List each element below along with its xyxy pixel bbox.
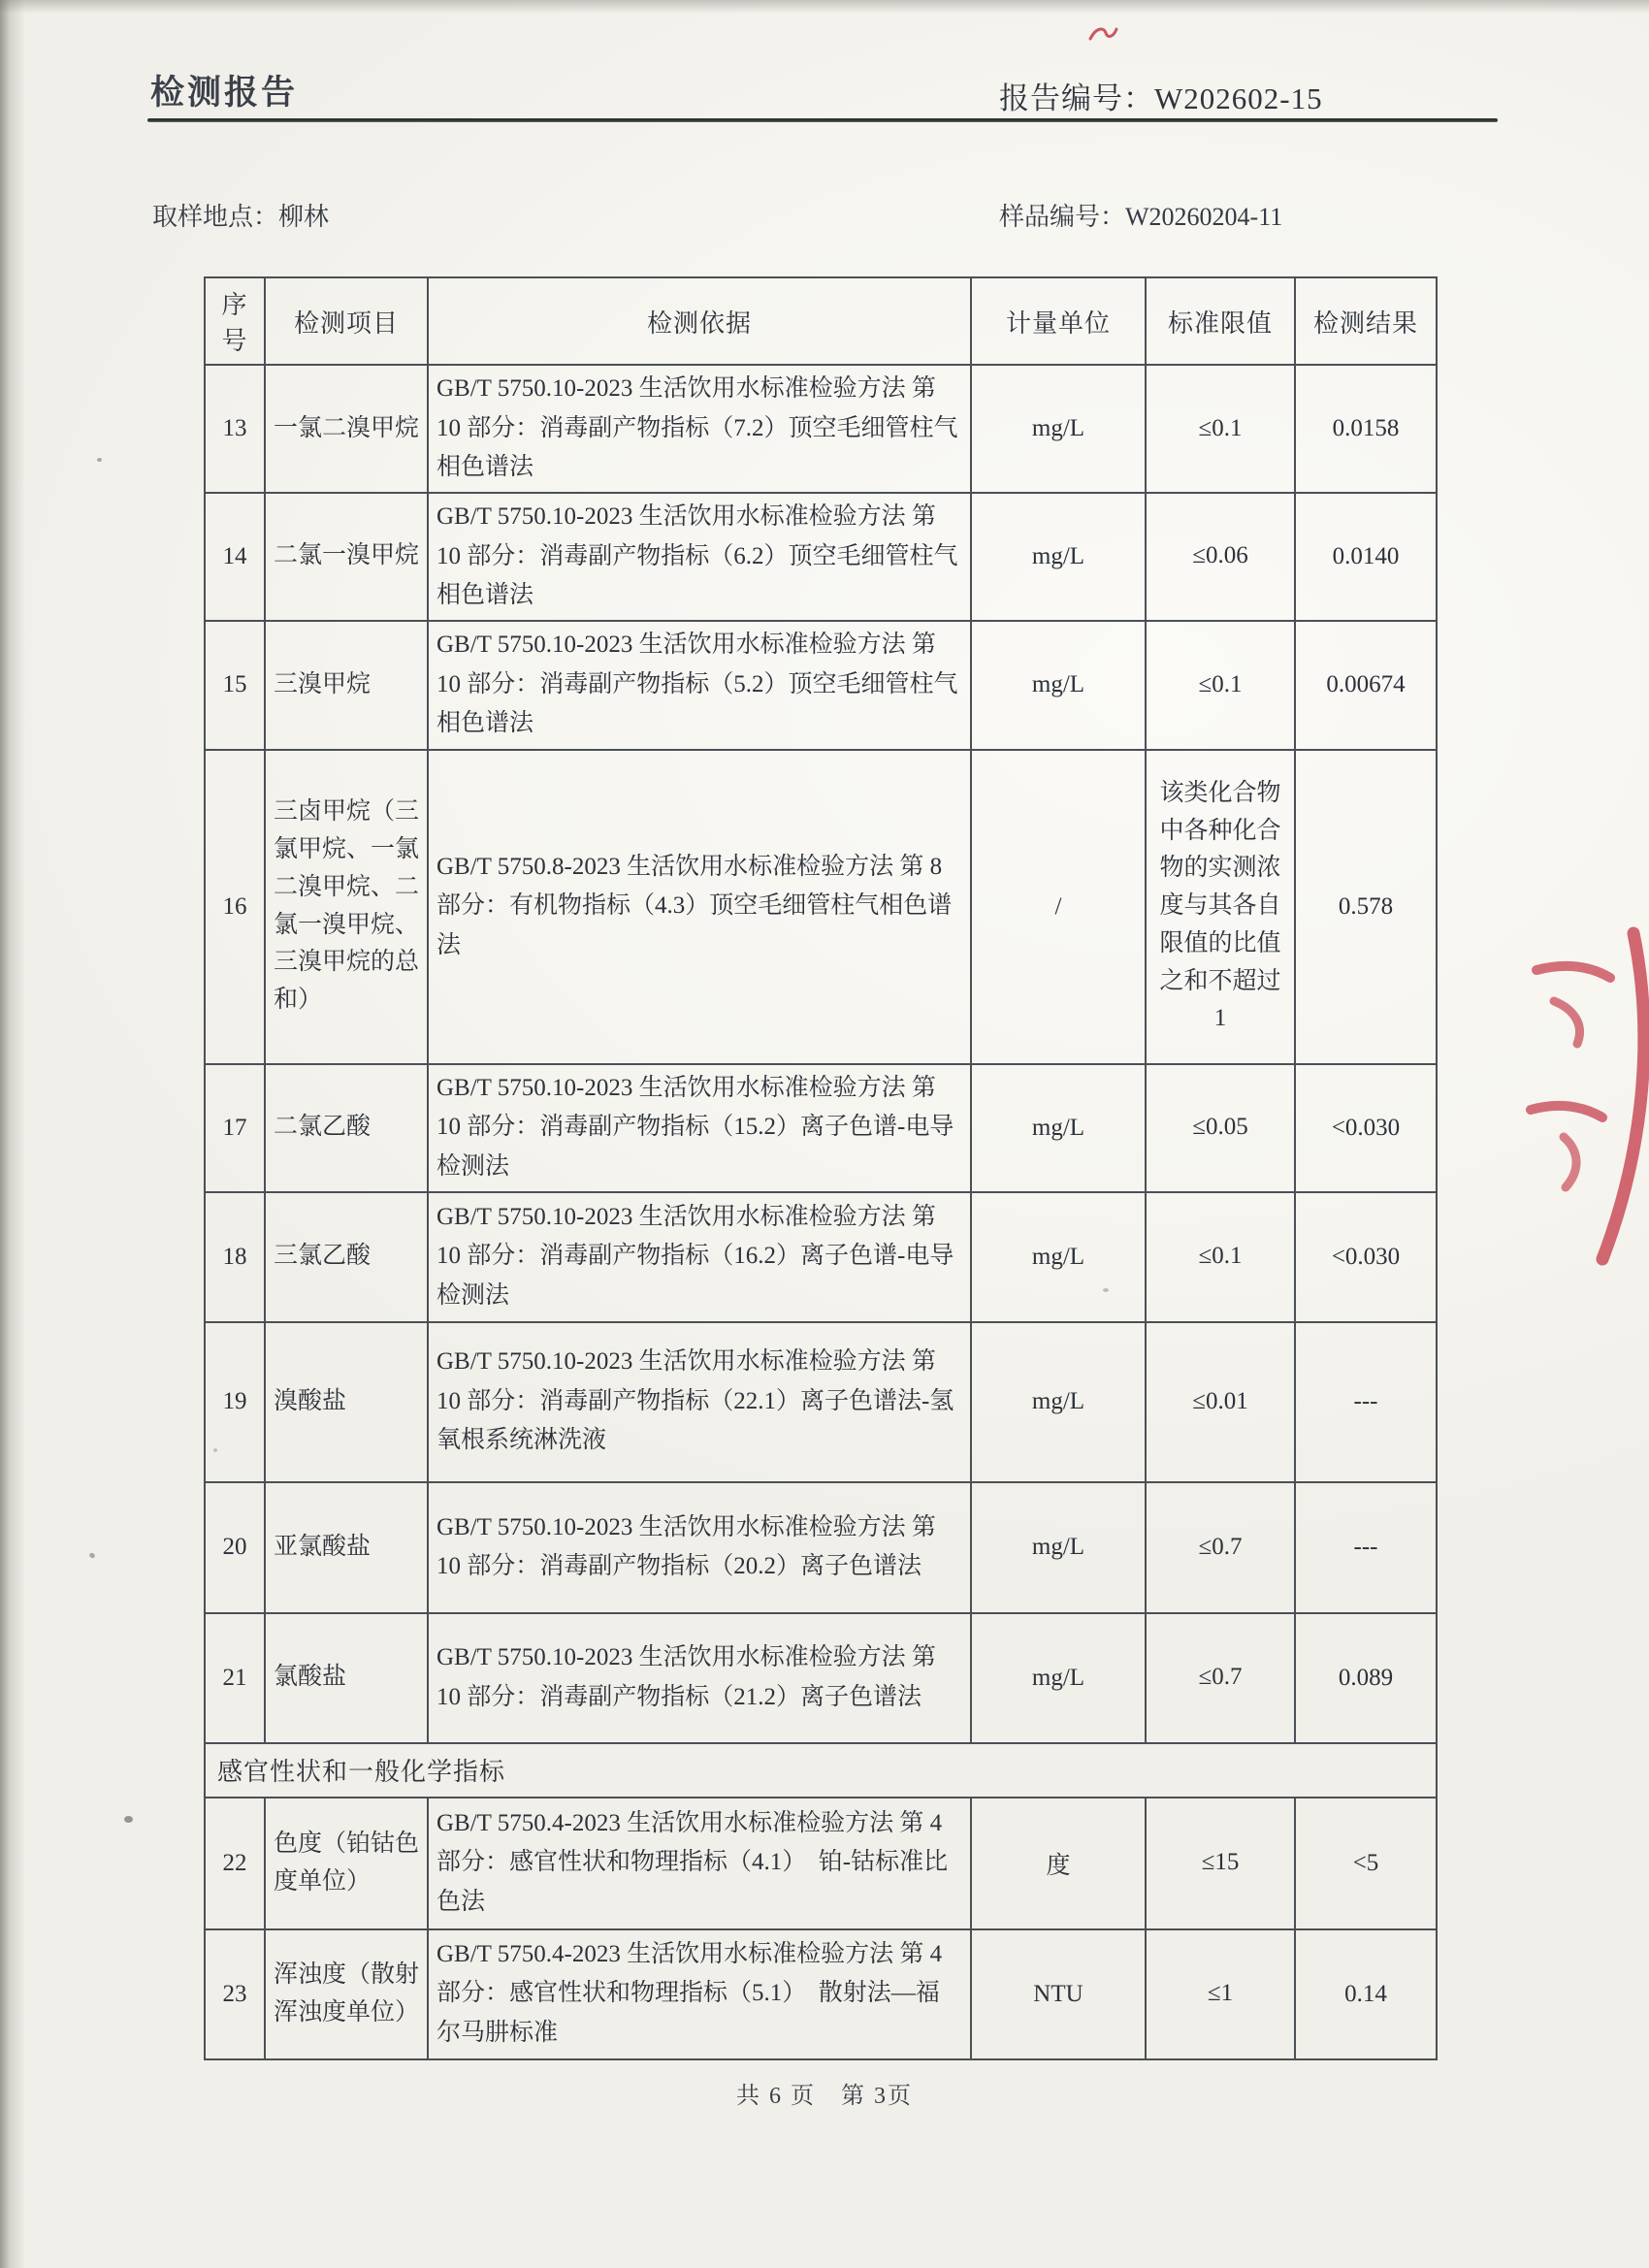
table-row: [205, 1613, 1437, 1743]
header-cell-limit: 标准限值: [1146, 277, 1295, 365]
unit-cell: mg/L: [971, 1613, 1146, 1743]
test-item-cell: 色度（铂钴色度单位）: [265, 1798, 428, 1929]
results-table: [204, 276, 1438, 2060]
row-number-cell: 19: [205, 1322, 265, 1482]
header-cell-no: 序号: [205, 277, 265, 365]
test-method-cell: GB/T 5750.10-2023 生活饮用水标准检验方法 第 10 部分：消毒副产物指标（5.2）顶空毛细管柱气相色谱法: [428, 621, 971, 750]
table-row: [205, 365, 1437, 493]
header-cell-unit: 计量单位: [971, 277, 1146, 365]
test-item-cell: 二氯乙酸: [265, 1064, 428, 1192]
limit-cell: ≤15: [1146, 1798, 1295, 1929]
test-method-cell: GB/T 5750.10-2023 生活饮用水标准检验方法 第 10 部分：消毒副产物指标（20.2）离子色谱法: [428, 1482, 971, 1613]
row-number-cell: 21: [205, 1613, 265, 1743]
result-cell: 0.14: [1295, 1929, 1437, 2059]
header-cell-result: 检测结果: [1295, 277, 1437, 365]
scan-speck: [97, 458, 102, 462]
test-item-cell: 溴酸盐: [265, 1322, 428, 1482]
result-cell: <0.030: [1295, 1192, 1437, 1322]
table-header: [205, 277, 1437, 365]
table-row: [205, 1482, 1437, 1613]
section-label-cell: 感官性状和一般化学指标: [205, 1743, 1437, 1798]
test-method-cell: GB/T 5750.10-2023 生活饮用水标准检验方法 第 10 部分：消毒副产物指标（15.2）离子色谱-电导检测法: [428, 1064, 971, 1192]
result-cell: 0.578: [1295, 750, 1437, 1064]
header-cell-item: 检测项目: [265, 277, 428, 365]
limit-cell: ≤0.01: [1146, 1322, 1295, 1482]
unit-cell: mg/L: [971, 493, 1146, 621]
table-row: [205, 1322, 1437, 1482]
table-row: [205, 493, 1437, 621]
test-method-cell: GB/T 5750.10-2023 生活饮用水标准检验方法 第 10 部分：消毒副产物指标（22.1）离子色谱法-氢氧根系统淋洗液: [428, 1322, 971, 1482]
table-row: [205, 1929, 1437, 2059]
row-number-cell: 15: [205, 621, 265, 750]
result-cell: <5: [1295, 1798, 1437, 1929]
table-body: [205, 365, 1437, 2059]
limit-cell: ≤0.1: [1146, 365, 1295, 493]
unit-cell: 度: [971, 1798, 1146, 1929]
test-method-cell: GB/T 5750.10-2023 生活饮用水标准检验方法 第 10 部分：消毒副产物指标（7.2）顶空毛细管柱气相色谱法: [428, 365, 971, 493]
table-row: [205, 750, 1437, 1064]
header-cell-method: 检测依据: [428, 277, 971, 365]
test-item-cell: 三氯乙酸: [265, 1192, 428, 1322]
test-method-cell: GB/T 5750.10-2023 生活饮用水标准检验方法 第 10 部分：消毒副产物指标（16.2）离子色谱-电导检测法: [428, 1192, 971, 1322]
result-cell: <0.030: [1295, 1064, 1437, 1192]
test-method-cell: GB/T 5750.4-2023 生活饮用水标准检验方法 第 4 部分：感官性状和物理指标（5.1） 散射法—福尔马肼标准: [428, 1929, 971, 2059]
result-cell: 0.0158: [1295, 365, 1437, 493]
unit-cell: mg/L: [971, 1192, 1146, 1322]
result-cell: ---: [1295, 1322, 1437, 1482]
row-number-cell: 13: [205, 365, 265, 493]
result-cell: 0.00674: [1295, 621, 1437, 750]
page-footer: 共 6 页 第 3页: [736, 2084, 913, 2109]
test-item-cell: 亚氯酸盐: [265, 1482, 428, 1613]
limit-cell: ≤0.7: [1146, 1482, 1295, 1613]
table-row: [205, 1192, 1437, 1322]
unit-cell: mg/L: [971, 1322, 1146, 1482]
row-number-cell: 17: [205, 1064, 265, 1192]
unit-cell: mg/L: [971, 621, 1146, 750]
limit-cell: 该类化合物中各种化合物的实测浓度与其各自限值的比值之和不超过1: [1146, 750, 1295, 1064]
unit-cell: mg/L: [971, 1482, 1146, 1613]
table-row: [205, 1798, 1437, 1929]
row-number-cell: 20: [205, 1482, 265, 1613]
sampling-location-value: 柳林: [278, 203, 330, 231]
test-item-cell: 浑浊度（散射浑浊度单位）: [265, 1929, 428, 2059]
test-method-cell: GB/T 5750.4-2023 生活饮用水标准检验方法 第 4 部分：感官性状和物理指标（4.1） 铂-钴标准比色法: [428, 1798, 971, 1929]
row-number-cell: 23: [205, 1929, 265, 2059]
unit-cell: mg/L: [971, 365, 1146, 493]
scan-speck: [88, 1552, 96, 1559]
row-number-cell: 16: [205, 750, 265, 1064]
test-item-cell: 三卤甲烷（三氯甲烷、一氯二溴甲烷、二氯一溴甲烷、三溴甲烷的总和）: [265, 750, 428, 1064]
report-number-value: W202602-15: [1154, 81, 1323, 115]
table-row: [205, 1064, 1437, 1192]
header-divider: [147, 118, 1498, 122]
test-item-cell: 二氯一溴甲烷: [265, 493, 428, 621]
table-row: [205, 621, 1437, 750]
red-stamp-fragment-icon: [1509, 920, 1649, 1269]
sample-number-label: 样品编号：: [999, 203, 1126, 231]
sample-number-value: W20260204-11: [1125, 203, 1283, 231]
sampling-location: [152, 197, 329, 233]
limit-cell: ≤0.06: [1146, 493, 1295, 621]
limit-cell: ≤0.1: [1146, 621, 1295, 750]
row-number-cell: 22: [205, 1798, 265, 1929]
red-pen-mark-icon: [1086, 21, 1119, 47]
limit-cell: ≤0.05: [1146, 1064, 1295, 1192]
limit-cell: ≤0.1: [1146, 1192, 1295, 1322]
test-method-cell: GB/T 5750.8-2023 生活饮用水标准检验方法 第 8 部分：有机物指标（4.3）顶空毛细管柱气相色谱法: [428, 750, 971, 1064]
result-cell: 0.0140: [1295, 493, 1437, 621]
page-title: 检测报告: [150, 74, 299, 112]
limit-cell: ≤0.7: [1146, 1613, 1295, 1743]
table-header-row: [205, 277, 1437, 365]
test-method-cell: GB/T 5750.10-2023 生活饮用水标准检验方法 第 10 部分：消毒副产物指标（21.2）离子色谱法: [428, 1613, 971, 1743]
result-cell: ---: [1295, 1482, 1437, 1613]
table-section-row: [205, 1743, 1437, 1798]
test-item-cell: 三溴甲烷: [265, 621, 428, 750]
test-item-cell: 氯酸盐: [265, 1613, 428, 1743]
scan-speck: [124, 1816, 133, 1823]
report-number-label: 报告编号：: [999, 81, 1154, 115]
unit-cell: mg/L: [971, 1064, 1146, 1192]
limit-cell: ≤1: [1146, 1929, 1295, 2059]
result-cell: 0.089: [1295, 1613, 1437, 1743]
unit-cell: NTU: [971, 1929, 1146, 2059]
sample-number: [999, 197, 1282, 233]
test-method-cell: GB/T 5750.10-2023 生活饮用水标准检验方法 第 10 部分：消毒副产物指标（6.2）顶空毛细管柱气相色谱法: [428, 493, 971, 621]
unit-cell: /: [971, 750, 1146, 1064]
row-number-cell: 18: [205, 1192, 265, 1322]
row-number-cell: 14: [205, 493, 265, 621]
report-number: [999, 74, 1323, 117]
test-item-cell: 一氯二溴甲烷: [265, 365, 428, 493]
sampling-location-label: 取样地点：: [152, 203, 279, 231]
